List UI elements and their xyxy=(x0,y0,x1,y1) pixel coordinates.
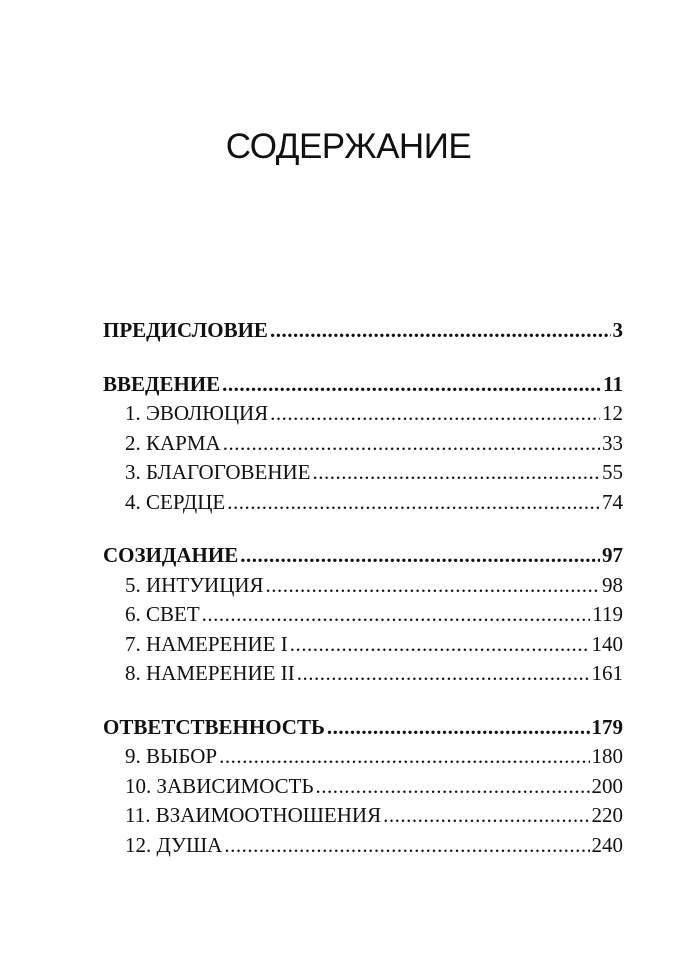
entry-label: 10. ЗАВИСИМОСТЬ xyxy=(125,773,314,798)
entry-page-number: 220 xyxy=(591,803,623,827)
entry-label: ВВЕДЕНИЕ xyxy=(103,371,221,396)
toc-section-entry[interactable] xyxy=(103,713,623,743)
page-title: СОДЕРЖАНИЕ xyxy=(225,127,472,166)
entry-label: 5. ИНТУИЦИЯ xyxy=(125,572,264,597)
entry-page-number: 74 xyxy=(602,489,623,514)
entry-label: 9. ВЫБОР xyxy=(125,744,218,768)
dot-leader xyxy=(313,458,600,488)
dot-leader xyxy=(270,399,600,429)
dot-leader xyxy=(222,370,601,400)
dot-leader xyxy=(316,772,590,802)
entry-label: 3. БЛАГОГОВЕНИЕ xyxy=(125,460,311,484)
dot-leader xyxy=(219,742,589,772)
entry-label: ПРЕДИСЛОВИЕ xyxy=(103,318,268,342)
dot-leader xyxy=(227,488,600,518)
entry-page-number: 12 xyxy=(602,401,623,425)
entry-label: 8. НАМЕРЕНИЕ II xyxy=(125,661,295,685)
entry-label: 4. СЕРДЦЕ xyxy=(125,489,226,514)
toc-chapter-entry[interactable] xyxy=(103,571,623,601)
toc-chapter-entry[interactable] xyxy=(103,429,623,459)
section-spacer xyxy=(103,689,623,713)
section-spacer xyxy=(103,346,623,370)
toc-chapter-entry[interactable] xyxy=(103,742,623,772)
dot-leader xyxy=(383,801,589,831)
toc-section-entry[interactable] xyxy=(103,541,623,571)
entry-label: 11. ВЗАИМООТНОШЕНИЯ xyxy=(125,803,382,827)
entry-page-number: 240 xyxy=(591,832,623,857)
dot-leader xyxy=(327,713,590,743)
entry-page-number: 97 xyxy=(602,543,623,567)
toc-chapter-entry[interactable] xyxy=(103,801,623,831)
entry-label: 1. ЭВОЛЮЦИЯ xyxy=(125,401,269,425)
entry-page-number: 161 xyxy=(591,661,623,685)
entry-page-number: 200 xyxy=(591,773,623,798)
entry-label: 2. КАРМА xyxy=(125,430,221,455)
toc-section-entry[interactable] xyxy=(103,316,623,346)
toc-chapter-entry[interactable] xyxy=(103,659,623,689)
dot-leader xyxy=(290,630,590,660)
table-of-contents xyxy=(103,316,623,860)
dot-leader xyxy=(202,600,591,630)
dot-leader xyxy=(240,541,600,571)
entry-page-number: 3 xyxy=(612,318,623,342)
toc-chapter-entry[interactable] xyxy=(103,458,623,488)
dot-leader xyxy=(266,571,600,601)
dot-leader xyxy=(297,659,590,689)
entry-label: 12. ДУША xyxy=(125,832,223,857)
entry-page-number: 140 xyxy=(591,631,623,656)
dot-leader xyxy=(224,831,589,861)
toc-chapter-entry[interactable] xyxy=(103,399,623,429)
section-spacer xyxy=(103,517,623,541)
toc-chapter-entry[interactable] xyxy=(103,600,623,630)
dot-leader xyxy=(270,316,611,346)
toc-chapter-entry[interactable] xyxy=(103,488,623,518)
toc-chapter-entry[interactable] xyxy=(103,772,623,802)
toc-section-entry[interactable] xyxy=(103,370,623,400)
entry-page-number: 179 xyxy=(591,714,623,739)
entry-page-number: 98 xyxy=(602,572,623,597)
entry-page-number: 180 xyxy=(591,744,623,768)
toc-chapter-entry[interactable] xyxy=(103,831,623,861)
entry-label: 7. НАМЕРЕНИЕ I xyxy=(125,631,288,656)
entry-page-number: 33 xyxy=(602,430,623,455)
dot-leader xyxy=(223,429,600,459)
toc-chapter-entry[interactable] xyxy=(103,630,623,660)
entry-page-number: 119 xyxy=(592,602,623,626)
entry-label: СОЗИДАНИЕ xyxy=(103,543,239,567)
entry-page-number: 55 xyxy=(602,460,623,484)
entry-page-number: 11 xyxy=(603,371,623,396)
entry-label: 6. СВЕТ xyxy=(125,602,200,626)
entry-label: ОТВЕТСТВЕННОСТЬ xyxy=(103,714,325,739)
